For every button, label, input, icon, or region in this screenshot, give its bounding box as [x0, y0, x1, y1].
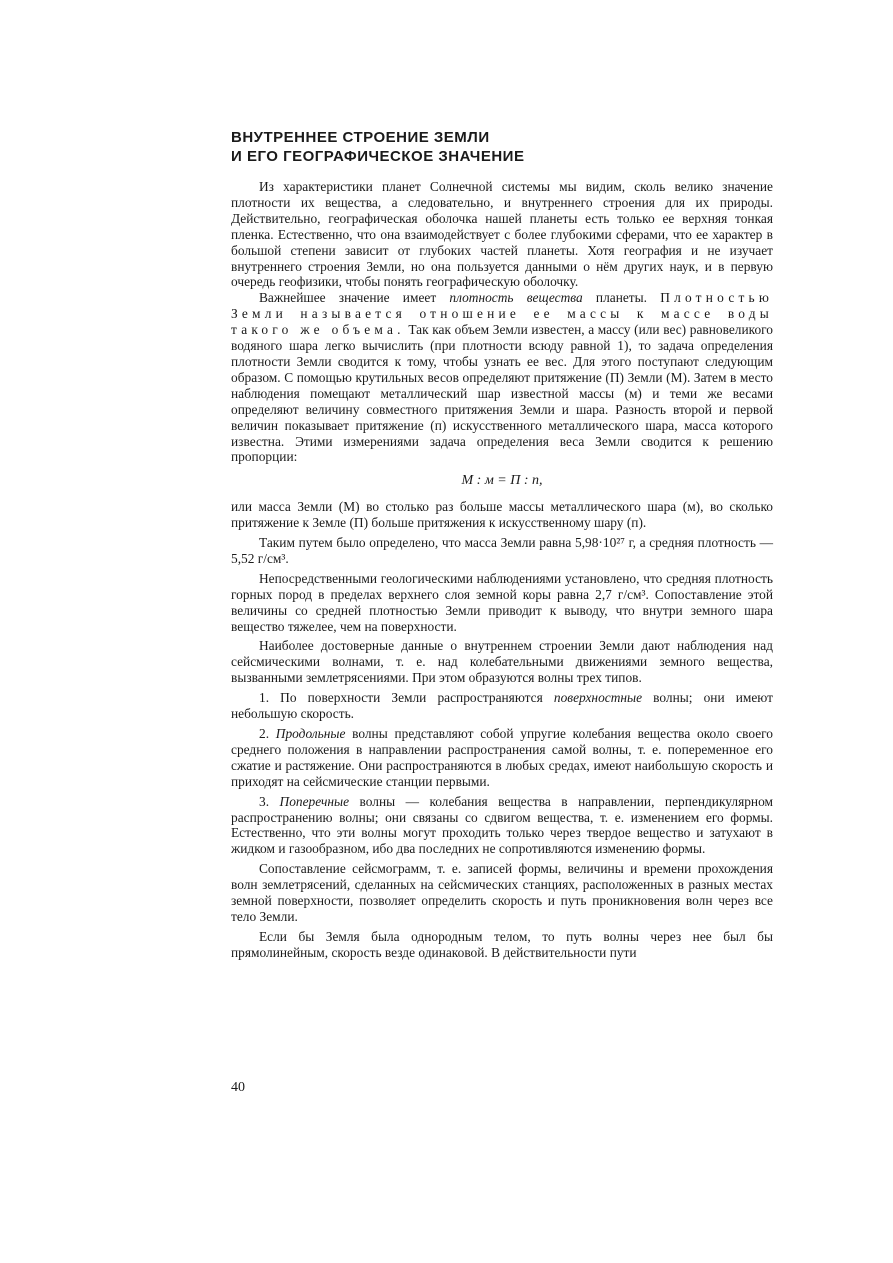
paragraph-5: Непосредственными геологическими наблюдениями установлено, что средняя плотность горных пород в пределах верхнего слоя земной коры равна 2,7 г/см³. Сопоставление этой величины со средней плотностью Земли приводит к выводу, что внутри земного шара вещество тяжелее, чем на поверхности. [231, 570, 773, 634]
paragraph-11: Если бы Земля была однородным телом, то путь волны через нее был бы прямолинейным, скорость везде одинаковой. В действительности пути [231, 928, 773, 960]
paragraph-2-part-b: планеты. [582, 290, 661, 306]
paragraph-3: или масса Земли (М) во столько раз больше массы металлического шара (м), во сколько притяжение к Земле (П) больше притяжения к искусственному шару (п). [231, 499, 773, 531]
paragraph-9-part-a: 3. [259, 793, 280, 809]
paragraph-9-emphasis: Поперечные [279, 793, 350, 809]
chapter-title-line-2: И ЕГО ГЕОГРАФИЧЕСКОЕ ЗНАЧЕНИЕ [231, 148, 525, 165]
page-number: 40 [231, 1080, 245, 1095]
paragraph-4: Таким путем было определено, что масса Земли равна 5,98·10²⁷ г, а средняя плотность — 5,52 г/см³. [231, 535, 773, 566]
paragraph-8-part-b: волны представляют собой упругие колебания вещества около своего среднего положения в направлении распространения самой волны, т. е. попеременное его сжатие и растяжение. Они распространяются в любых средах, имеют наибольшую скорость и приходят на сейсмические станции первыми. [231, 726, 773, 789]
paragraph-7-part-a: 1. По поверхности Земли распространяются [259, 690, 554, 706]
paragraph-2-part-c: Так как объем Земли известен, а массу (или вес) равновеликого водяного шара легко вычислить (при плотности всюду равной 1), то задача определения плотности Земли сводится к тому, чтобы узнать ее вес. Для этого поступают следующим образом. С помощью крутильных весов определяют притяжение (П) Земли (М). Затем в место наблюдения помещают металлический шар известной массы (м) и теми же весами определяют величину совместного притяжения Земли и шара. Разность второй и первой величин показывает притяжение (п) искусственного металлического шара, масса которого известна. Этими измерениями задача определения веса Земли сводится к решению пропорции: [231, 322, 773, 465]
paragraph-2-emphasis: плотность вещества [449, 290, 583, 306]
paragraph-7-emphasis: поверхностные [553, 690, 643, 706]
paragraph-8 [231, 726, 773, 790]
page-content [231, 128, 773, 961]
paragraph-8-part-a: 2. [259, 726, 276, 741]
paragraph-1: Из характеристики планет Солнечной системы мы видим, сколь велико значение плотности их вещества, а следовательно, и внутреннего строения для их природы. Действительно, географическая оболочка нашей планеты есть только ее верхняя тонкая пленка. Естественно, что она взаимодействует с более глубокими сферами, что ее характер в большой степени зависит от глубоких частей планеты. Хотя география и не изучает внутреннего строения Земли, но она пользуется данными о нём других наук, и в первую очередь геофизики, чтобы понять географическую оболочку. [231, 179, 773, 290]
chapter-title [231, 128, 773, 166]
paragraph-2-definition: Плотностью Земли называется отношение ее массы к массе воды такого же объема. [231, 290, 774, 338]
paragraph-10: Сопоставление сейсмограмм, т. е. записей формы, величины и времени прохождения волн землетрясений, сделанных на сейсмических станциях, расположенных в разных местах земной поверхности, позволяет определить скорость и путь проникновения волн через все тело Земли. [231, 861, 773, 924]
paragraph-9 [231, 794, 773, 858]
paragraph-2 [231, 290, 773, 465]
paragraph-8-emphasis: Продольные [275, 726, 346, 741]
paragraph-7-part-b: волны; они имеют небольшую скорость. [231, 690, 773, 722]
formula: М : м = П : п, [461, 473, 543, 489]
paragraph-7 [231, 690, 773, 722]
paragraph-2-part-a: Важнейшее значение имеет [259, 290, 450, 306]
paragraph-9-part-b: волны — колебания вещества в направлении, перпендикулярном распространению волны; они связаны со сдвигом вещества, т. е. изменением его формы. Естественно, что эти волны могут проходить только через твердое вещество и затухают в жидком и газообразном, ибо два последних не сопротивляются изменению формы. [231, 793, 774, 857]
paragraph-6: Наиболее достоверные данные о внутреннем строении Земли дают наблюдения над сейсмическими волнами, т. е. над колебательными движениями земного вещества, вызванными землетрясениями. При этом образуются волны трех типов. [231, 638, 773, 686]
chapter-title-line-1: ВНУТРЕННЕЕ СТРОЕНИЕ ЗЕМЛИ [231, 129, 490, 146]
